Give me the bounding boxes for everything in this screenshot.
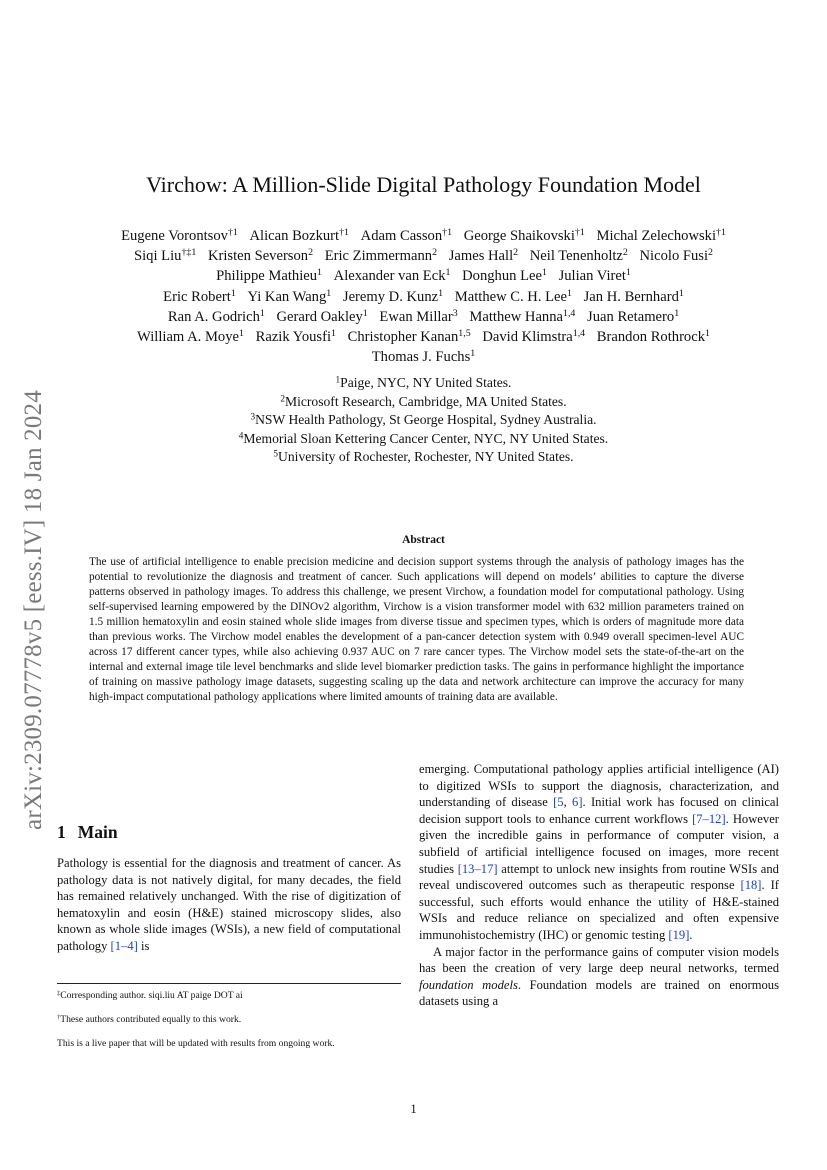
- paragraph-text: attempt to unlock new insights from routine WSIs and reveal undiscovered outcomes such as therapeutic response: [419, 861, 779, 893]
- affiliation-text: Microsoft Research, Cambridge, MA United States.: [284, 393, 567, 409]
- paragraph-text: . If successful, such efforts would enhance the utility of H&E-stained WSIs and reduce reliance on specialized and often expensive immunohistochemistry (IHC) or genomic testing: [419, 878, 780, 942]
- page-number: 1: [410, 1102, 417, 1116]
- author: [121, 228, 238, 244]
- author-affiliation-mark: †1: [339, 227, 349, 239]
- author: [372, 349, 475, 365]
- affiliation-mark: 2: [280, 392, 285, 403]
- author-name: Christopher Kanan: [347, 329, 459, 346]
- affiliation-text: Paige, NYC, NY United States.: [340, 375, 512, 390]
- author-list: [60, 226, 787, 367]
- author-affiliation-mark: 1: [567, 287, 572, 299]
- paragraph-text: . However given the incredible gains in performance of computer vision, a subfield of artificial intelligence focused on images, more recent studies: [419, 811, 779, 876]
- author-name: Neil Tenenholtz: [529, 248, 623, 265]
- author-name: Brandon Rothrock: [596, 329, 706, 346]
- author-affiliation-mark: 1: [445, 267, 451, 279]
- footnote-text: These authors contributed equally to this work.: [60, 1013, 242, 1025]
- paragraph-text: A major factor in the performance gains of computer vision models has been the creation of very large deep neural networks, termed: [419, 944, 779, 976]
- affiliation-mark: 4: [238, 430, 244, 441]
- intro-paragraph: [57, 855, 401, 955]
- author: [464, 228, 585, 244]
- author: [449, 248, 518, 264]
- author: [462, 268, 547, 284]
- author-affiliation-mark: 1: [317, 267, 322, 279]
- author-name: Juan Retamero: [587, 308, 675, 325]
- footnotes: [57, 990, 401, 1061]
- author-name: Michal Zelechowski: [596, 228, 717, 244]
- author: [168, 309, 265, 325]
- author-affiliation-mark: 1,4: [563, 307, 576, 319]
- author-affiliation-mark: †‡1: [181, 247, 197, 259]
- author: [596, 228, 725, 244]
- affiliation: [60, 448, 787, 467]
- author-name: Siqi Liu: [134, 248, 182, 265]
- author-affiliation-mark: †1: [574, 227, 585, 239]
- author-affiliation-mark: 1: [331, 328, 336, 340]
- affiliation-list: [60, 374, 787, 467]
- affiliation-mark: 1: [335, 374, 341, 385]
- arxiv-id: arXiv:2309.07778v5 [eess.IV] 18 Jan 2024: [20, 390, 47, 830]
- author-affiliation-mark: †1: [716, 227, 726, 239]
- footnote: [57, 1038, 401, 1050]
- author-name: Nicolo Fusi: [639, 248, 709, 265]
- author-name: Kristen Severson: [207, 248, 309, 265]
- author-name: Eugene Vorontsov: [121, 228, 228, 244]
- footnote-mark: ‡: [57, 989, 61, 997]
- author-affiliation-mark: 2: [513, 247, 519, 259]
- affiliation: [60, 393, 787, 412]
- author: [455, 289, 572, 305]
- citation-link[interactable]: [5: [553, 795, 564, 810]
- paragraph-text: ,: [563, 795, 573, 810]
- author: [247, 289, 331, 305]
- citation-link[interactable]: [18]: [740, 878, 762, 893]
- author-name: George Shaikovski: [463, 228, 575, 244]
- paragraph-text: Pathology is essential for the diagnosis and treatment of cancer. As pathology data is not natively digital, for many decades, the field has remained relatively unchanged. With the rise of digitization of hematoxylin and eosin (H&E) stained microscopy slides, also known as whole slide images (WSIs), a new field of computational pathology: [57, 856, 401, 953]
- footnote: [57, 1014, 401, 1026]
- author: [361, 228, 452, 244]
- author-name: Ran A. Godrich: [167, 308, 260, 325]
- author-affiliation-mark: 1: [326, 287, 332, 299]
- author-affiliation-mark: 2: [308, 247, 314, 259]
- citation-link[interactable]: [19]: [668, 927, 690, 942]
- author-affiliation-mark: 1,4: [572, 328, 586, 340]
- author-affiliation-mark: 2: [622, 247, 628, 259]
- author-affiliation-mark: 1: [674, 307, 680, 319]
- author: [334, 268, 451, 284]
- footnote-text: This is a live paper that will be updated with results from ongoing work.: [57, 1037, 335, 1049]
- affiliation-text: University of Rochester, Rochester, NY United States.: [278, 449, 574, 465]
- paragraph: [419, 761, 779, 944]
- author-affiliation-mark: 1: [705, 328, 710, 340]
- author-name: Gerard Oakley: [276, 308, 363, 325]
- section-title: Main: [77, 822, 118, 842]
- author: [163, 289, 236, 305]
- paragraph-text: .: [689, 927, 693, 942]
- paragraph-text: is: [137, 938, 150, 953]
- author-affiliation-mark: 1: [438, 287, 444, 299]
- paragraph: [419, 944, 779, 1010]
- author-name: Philippe Mathieu: [216, 268, 318, 285]
- author-name: Donghun Lee: [462, 268, 542, 285]
- author-affiliation-mark: 1: [239, 328, 244, 340]
- author: [597, 329, 710, 345]
- citation-link[interactable]: [1–4]: [110, 938, 138, 953]
- footnote-text: Corresponding author. siqi.liu AT paige DOT ai: [60, 990, 243, 1001]
- author-affiliation-mark: †1: [442, 227, 453, 239]
- author-name: Matthew Hanna: [469, 308, 563, 325]
- author-affiliation-mark: 1: [470, 348, 476, 360]
- author-name: Jan H. Bernhard: [583, 288, 679, 305]
- author-name: Eric Robert: [163, 288, 231, 305]
- author-affiliation-mark: 2: [708, 247, 713, 259]
- paper-title: Virchow: A Million-Slide Digital Pathology Foundation Model: [146, 172, 701, 197]
- emphasis-text: foundation models: [419, 977, 518, 992]
- author-name: Ewan Millar: [379, 308, 453, 325]
- author-affiliation-mark: 3: [452, 307, 458, 319]
- author: [276, 309, 367, 325]
- author-name: Julian Viret: [558, 268, 626, 285]
- author: [587, 309, 679, 325]
- author: [530, 248, 628, 264]
- author-affiliation-mark: †1: [227, 227, 238, 239]
- affiliation-text: NSW Health Pathology, St George Hospital, Sydney Australia.: [255, 412, 597, 428]
- affiliation: [60, 411, 787, 430]
- citation-link[interactable]: [13–17]: [457, 861, 498, 876]
- left-column: [57, 822, 401, 955]
- author-affiliation-mark: 2: [432, 247, 438, 259]
- footnote: [57, 990, 401, 1002]
- footnote-rule: [57, 983, 401, 984]
- author-name: Adam Casson: [360, 228, 443, 244]
- affiliation-mark: 3: [250, 411, 256, 422]
- author-affiliation-mark: 1: [259, 307, 265, 319]
- paragraph-text: . Initial work has focused on clinical decision support tools to enhance current workflows: [419, 795, 780, 826]
- citation-link[interactable]: 6]: [572, 795, 583, 810]
- author: [348, 329, 471, 345]
- author: [640, 248, 713, 264]
- right-column: [419, 761, 779, 1010]
- author-affiliation-mark: 1: [230, 287, 236, 299]
- abstract-text: The use of artificial intelligence to enable precision medicine and decision support systems through the analysis of pathology images has the potential to revolutionize the diagnosis and treatment of cancer. Such applications will depend on models’ abilities to capture the diverse patterns observed in pathology images. To address this challenge, we present Virchow, a foundation model for computational pathology. Using self-supervised learning empowered by the DINOv2 algorithm, Virchow is a vision transformer model with 632 million parameters trained on 1.5 million hematoxylin and eosin stained whole slide images from diverse tissue and specimen types, which is orders of magnitude more data than previous works. The Virchow model enables the development of a pan-cancer detection system with 0.949 overall specimen-level AUC across 17 different cancer types, while also achieving 0.937 AUC on 7 rare cancer types. The Virchow model sets the state-of-the-art on the internal and external image tile level benchmarks and slide level biomarker prediction tasks. The gains in performance highlight the importance of training on massive pathology image datasets, suggesting scaling up the data and network architecture can improve the accuracy for many high-impact computational pathology applications where limited amounts of training data are available.: [89, 556, 744, 703]
- author: [584, 289, 684, 305]
- author-affiliation-mark: 1: [541, 267, 547, 279]
- arxiv-sidebar: [14, 360, 54, 860]
- section-number: 1: [57, 822, 66, 842]
- author: [216, 268, 322, 284]
- affiliation-text: Memorial Sloan Kettering Cancer Center, NYC, NY United States.: [243, 430, 609, 446]
- affiliation: [60, 374, 787, 393]
- author-name: David Klimstra: [482, 329, 573, 346]
- author-name: Jeremy D. Kunz: [342, 288, 439, 305]
- paragraph-text: . Foundation models are trained on enormous datasets using a: [419, 977, 779, 1009]
- author: [482, 329, 585, 345]
- author: [256, 329, 336, 345]
- affiliation: [60, 430, 787, 449]
- author-name: Alican Bozkurt: [249, 228, 340, 244]
- abstract-heading: Abstract: [402, 534, 445, 546]
- author: [208, 248, 313, 264]
- author-name: Matthew C. H. Lee: [454, 288, 568, 305]
- author: [343, 289, 443, 305]
- author-affiliation-mark: 1: [678, 287, 684, 299]
- author: [325, 248, 437, 264]
- paragraph-text: emerging. Computational pathology applies artificial intelligence (AI) to digitized WSIs to support the diagnosis, characterization, and understanding of disease: [419, 762, 779, 810]
- author: [137, 329, 244, 345]
- author-name: James Hall: [448, 248, 514, 265]
- author-name: Yi Kan Wang: [247, 288, 327, 305]
- author-name: William A. Moye: [137, 329, 239, 346]
- author: [559, 268, 631, 284]
- author-affiliation-mark: 1,5: [458, 328, 471, 340]
- section-heading: [57, 822, 401, 843]
- author-affiliation-mark: 1: [625, 267, 631, 279]
- author-affiliation-mark: 1: [362, 307, 368, 319]
- author: [379, 309, 457, 325]
- author-name: Thomas J. Fuchs: [371, 349, 471, 366]
- author-name: Alexander van Eck: [333, 268, 446, 285]
- author: [134, 248, 196, 264]
- author-name: Razik Yousfi: [255, 329, 332, 346]
- author: [250, 228, 349, 244]
- affiliation-mark: 5: [273, 448, 279, 459]
- footnote-mark: †: [57, 1013, 61, 1021]
- author-name: Eric Zimmermann: [324, 248, 433, 265]
- author: [469, 309, 575, 325]
- citation-link[interactable]: [7–12]: [692, 811, 726, 826]
